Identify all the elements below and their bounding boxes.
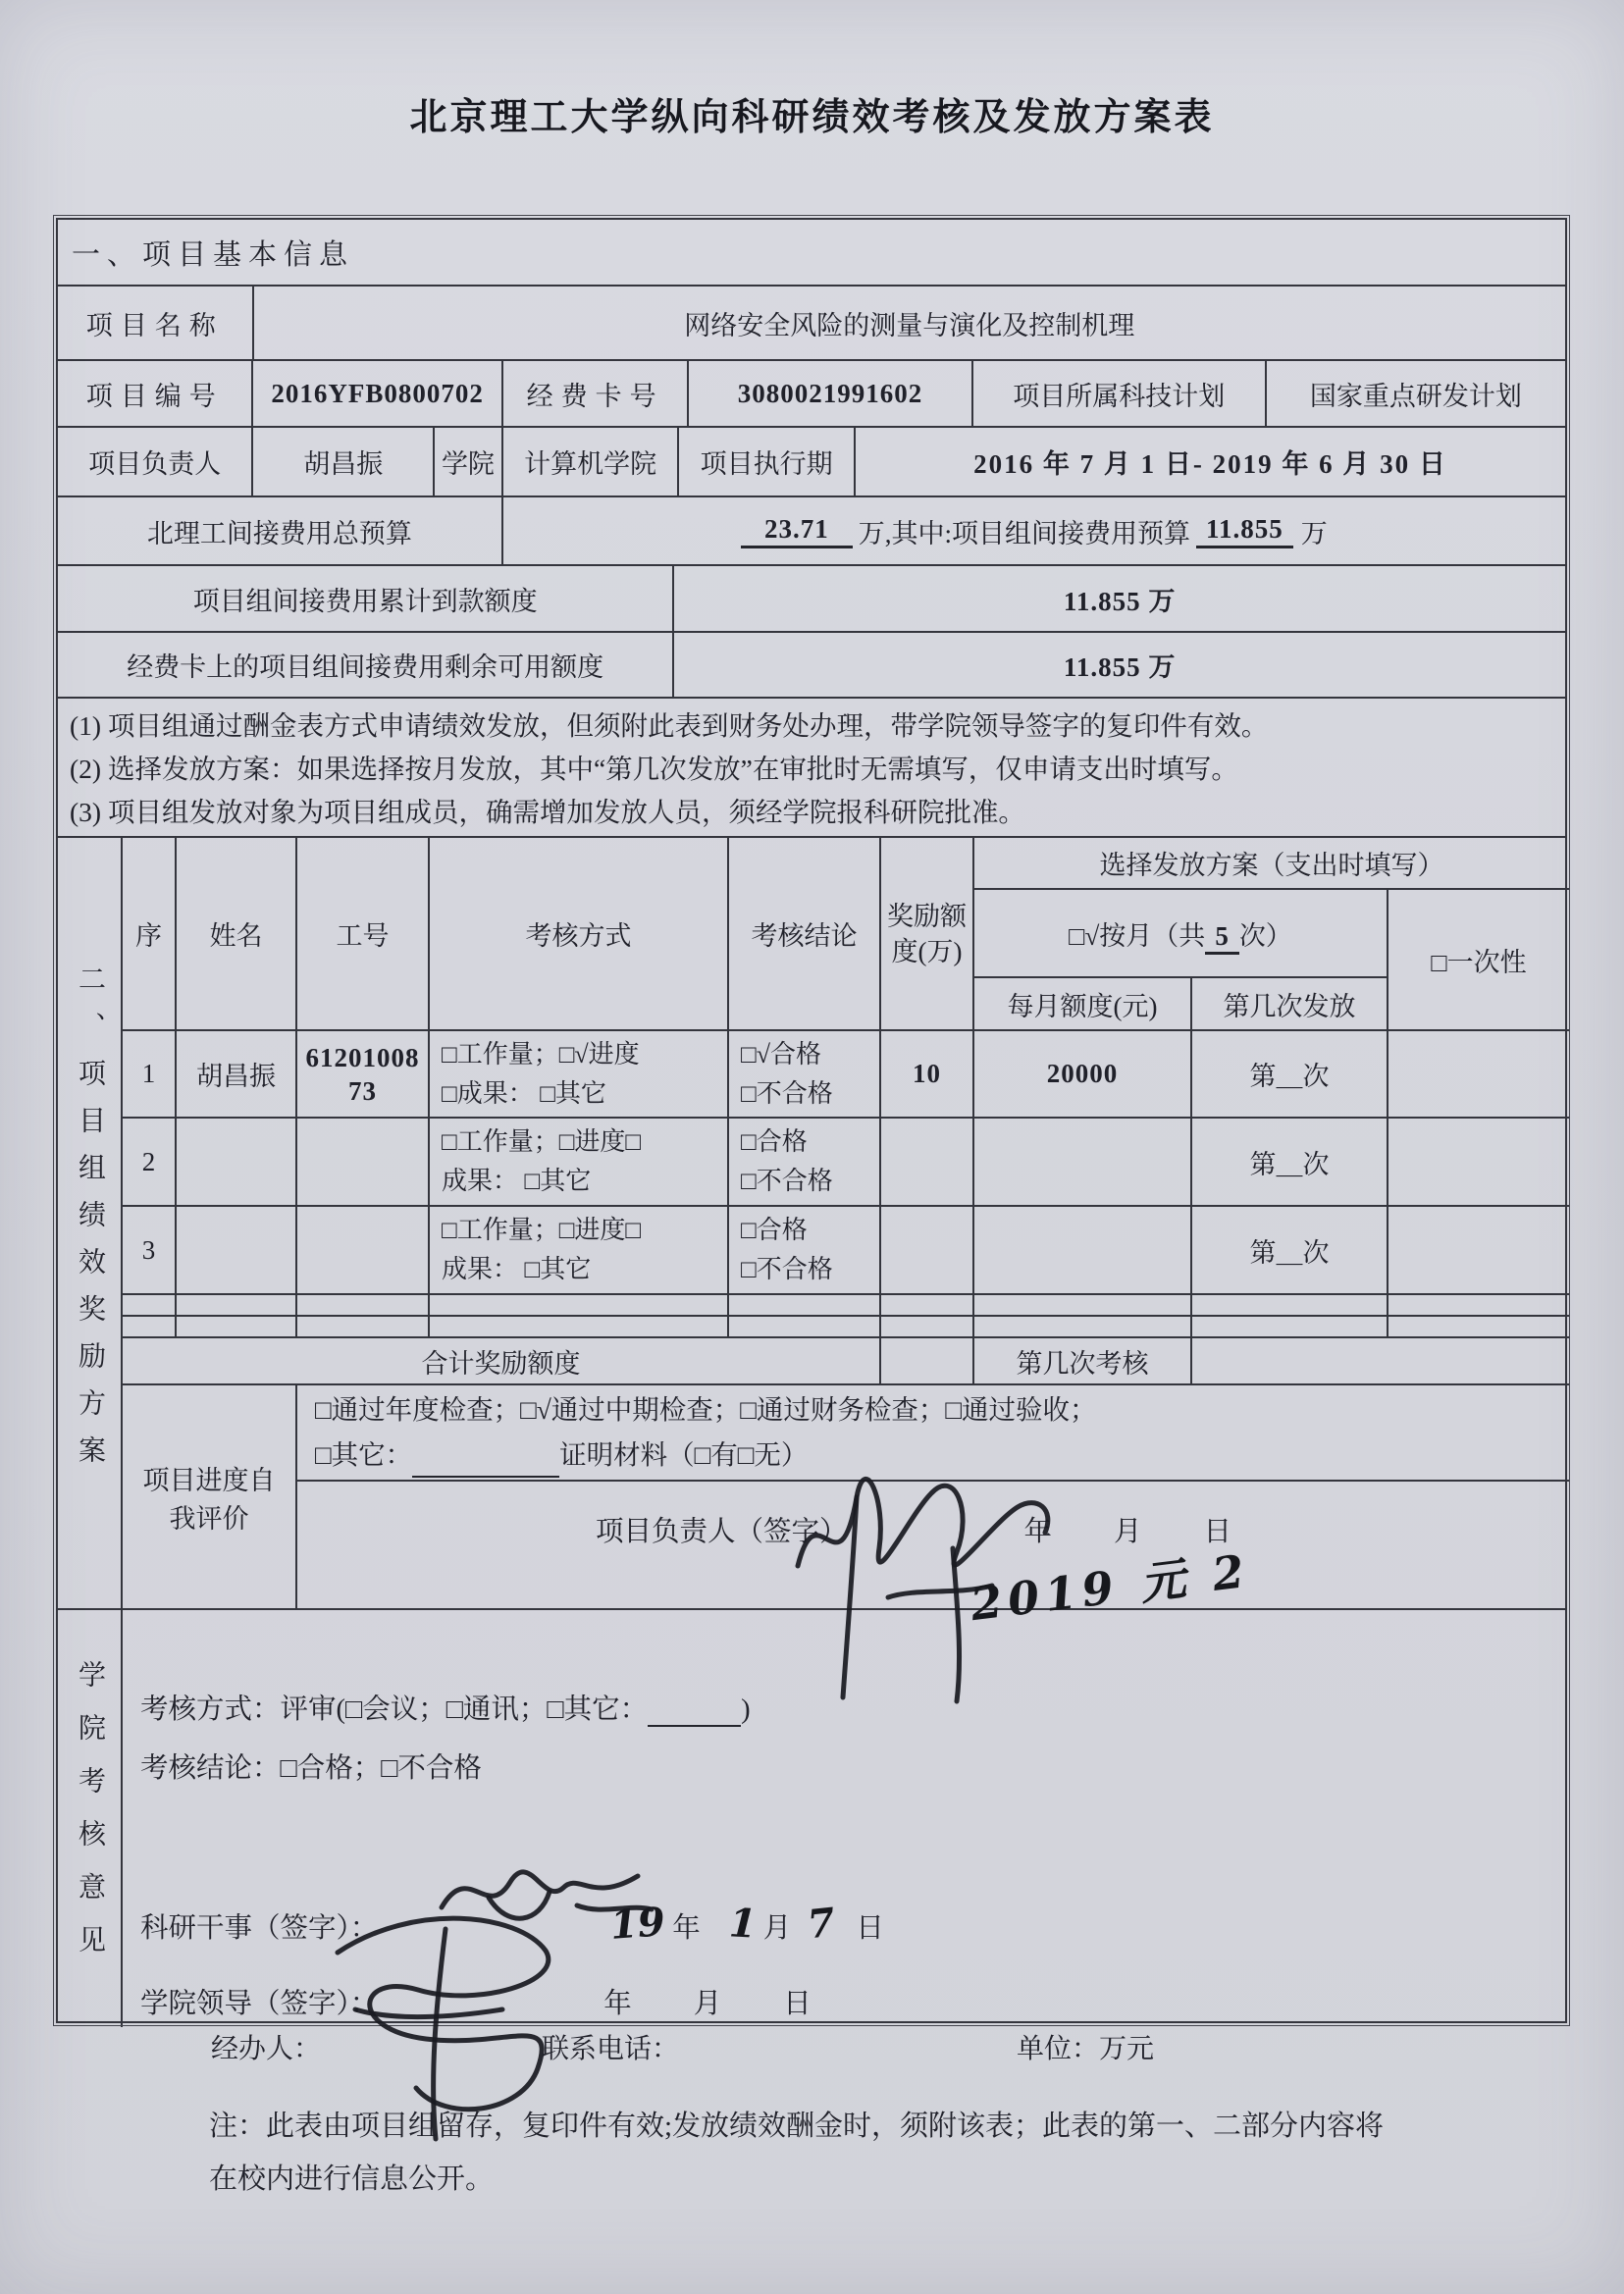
project-name-row — [58, 285, 1565, 359]
row3-once — [1388, 1206, 1569, 1294]
leader-row — [58, 426, 1565, 495]
row1-conclusion — [728, 1030, 880, 1118]
unit-label: 单位：万元 — [1017, 2034, 1155, 2064]
leader-sign-date: 年 月 日 — [1023, 1517, 1234, 1547]
leader-sign-label: 项目负责人（签字） — [596, 1517, 848, 1547]
row1-seq: 1 — [122, 1030, 176, 1118]
row3-monthly — [973, 1206, 1191, 1294]
monthly-option-cell — [973, 889, 1388, 977]
col-header-method: 考核方式 — [429, 838, 728, 1030]
college-leader-date: 年 月 日 — [603, 1989, 813, 2019]
member-row-3 — [58, 1206, 1569, 1294]
period-value: 2016 年 7 月 1 日- 2019 年 6 月 30 日 — [854, 428, 1565, 495]
which-assess-value — [1191, 1337, 1569, 1384]
row2-id — [296, 1118, 429, 1206]
col-header-id: 工号 — [296, 838, 429, 1030]
row3-method-line1: □工作量；□进度□ — [442, 1216, 642, 1244]
row1-method-line2: □成果： □其它 — [442, 1078, 606, 1108]
empty-row-a — [58, 1294, 1569, 1316]
budget-total-value: 23.71 — [741, 514, 853, 548]
received-label: 项目组间接费用累计到款额度 — [192, 586, 538, 616]
secretary-month-label: 月 — [762, 1913, 792, 1944]
notes-block — [58, 697, 1565, 836]
row3-which: 第＿次 — [1191, 1206, 1388, 1294]
row1-name: 胡昌振 — [176, 1030, 296, 1118]
row2-monthly — [973, 1118, 1191, 1206]
budget-value-line — [501, 497, 1565, 564]
col-header-seq: 序 — [122, 838, 176, 1030]
self-eval-label: 项目进度自我评价 — [122, 1384, 296, 1608]
total-label: 合计奖励额度 — [122, 1337, 880, 1384]
section3-body — [123, 1610, 1565, 2027]
col-header-amount: 奖励额度(万) — [880, 838, 973, 1030]
assess-method-text: 考核方式：评审(□会议；□通讯；□其它： — [140, 1694, 649, 1725]
row1-method — [429, 1030, 728, 1118]
project-no-label: 项目编号 — [85, 381, 224, 411]
row3-amount — [880, 1206, 973, 1294]
program-value: 国家重点研发计划 — [1265, 361, 1565, 426]
project-no-value: 2016YFB0800702 — [251, 361, 500, 426]
row2-method-line1: □工作量；□进度□ — [442, 1127, 642, 1156]
secretary-year-label: 年 — [672, 1913, 701, 1944]
row2-method-line2: 成果： □其它 — [442, 1167, 592, 1195]
row1-which: 第＿次 — [1191, 1030, 1388, 1118]
row2-method — [429, 1118, 728, 1206]
section3-side-label: 学院考核意见 — [75, 1659, 105, 1978]
secretary-sign-line — [140, 1901, 884, 1947]
received-value: 11.855 万 — [672, 566, 1565, 631]
note-line-2: (2) 选择发放方案：如果选择按月发放，其中“第几次发放”在审批时无需填写，仅申请支出时填写。 — [70, 754, 1238, 784]
member-row-2 — [58, 1118, 1569, 1206]
leader-sign-line — [301, 1509, 1565, 1549]
operator-label: 经办人： — [211, 2034, 322, 2064]
col-header-conclusion: 考核结论 — [728, 838, 880, 1030]
col-header-name: 姓名 — [176, 838, 296, 1030]
period-label: 项目执行期 — [677, 428, 854, 495]
row2-which: 第＿次 — [1191, 1118, 1388, 1206]
self-eval-other-label: □其它： — [315, 1439, 413, 1470]
row1-conclusion-line2: □不合格 — [741, 1078, 833, 1108]
self-eval-row — [58, 1384, 1569, 1481]
row2-name — [176, 1118, 296, 1206]
leader-label: 项目负责人 — [88, 449, 222, 479]
self-eval-line2 — [301, 1433, 1565, 1478]
row3-seq: 3 — [122, 1206, 176, 1294]
row2-seq: 2 — [122, 1118, 176, 1206]
fund-card-label: 经费卡号 — [501, 361, 688, 426]
project-no-row — [58, 359, 1565, 426]
leader-value: 胡昌振 — [251, 428, 433, 495]
assess-method-close: ) — [741, 1694, 751, 1725]
row3-conclusion-line1: □合格 — [741, 1216, 808, 1244]
section3-side-cell — [58, 1610, 123, 2027]
row3-id — [296, 1206, 429, 1294]
plan-header: 选择发放方案（支出时填写） — [973, 838, 1569, 889]
handwritten-date-project-leader: 2019 元 2 — [968, 1543, 1253, 1632]
total-value — [880, 1337, 973, 1384]
secretary-day-hand: 7 — [806, 1899, 838, 1949]
remaining-row — [58, 631, 1565, 697]
note-line-3: (3) 项目组发放对象为项目组成员，确需增加发放人员，须经学院报科研院批准。 — [70, 797, 1025, 827]
self-eval-other-blank — [412, 1448, 559, 1478]
secretary-sign-label: 科研干事（签字）： — [140, 1913, 379, 1944]
row1-once — [1388, 1030, 1569, 1118]
note-line-1: (1) 项目组通过酬金表方式申请绩效发放，但须附此表到财务处办理，带学院领导签字的复印件有效。 — [70, 710, 1269, 741]
monthly-times-value: 5 — [1205, 921, 1239, 955]
remaining-value: 11.855 万 — [672, 633, 1565, 697]
program-label: 项目所属科技计划 — [971, 361, 1265, 426]
budget-group-value: 11.855 — [1196, 514, 1293, 548]
section1-header: 一、项目基本信息 — [72, 238, 355, 271]
budget-row — [58, 495, 1565, 564]
row2-conclusion-line1: □合格 — [741, 1127, 808, 1156]
secretary-month-hand: 1 — [727, 1900, 758, 1948]
row3-conclusion — [728, 1206, 880, 1294]
college-leader-sign-label: 学院领导（签字）： — [140, 1989, 379, 2019]
total-row — [58, 1337, 1569, 1384]
row2-conclusion — [728, 1118, 880, 1206]
form-table — [56, 218, 1567, 2023]
row1-id: 6120100873 — [296, 1030, 429, 1118]
once-option-cell: □一次性 — [1388, 889, 1569, 1030]
assess-method-line — [140, 1687, 751, 1727]
project-name-value: 网络安全风险的测量与演化及控制机理 — [252, 287, 1565, 359]
leader-sign-cell — [296, 1481, 1569, 1608]
section1-header-row — [58, 220, 1565, 285]
project-name-label: 项目名称 — [85, 310, 224, 340]
monthly-amount-header: 每月额度(元) — [973, 977, 1191, 1030]
section3 — [58, 1608, 1565, 2027]
row2-conclusion-line2: □不合格 — [741, 1167, 833, 1195]
self-eval-content — [296, 1384, 1569, 1481]
college-leader-sign-line — [140, 1981, 813, 2021]
row3-method-line2: 成果： □其它 — [442, 1255, 592, 1283]
budget-unit: 万 — [1300, 518, 1328, 548]
which-time-header: 第几次发放 — [1191, 977, 1388, 1030]
monthly-option-prefix: □√按月（共 — [1069, 920, 1206, 951]
member-row-1 — [58, 1030, 1569, 1118]
phone-label: 联系电话： — [542, 2034, 680, 2064]
row1-conclusion-line1: □√合格 — [741, 1039, 821, 1069]
fund-card-value: 3080021991602 — [687, 361, 970, 426]
row3-name — [176, 1206, 296, 1294]
row1-method-line1: □工作量；□√进度 — [442, 1039, 640, 1069]
row2-once — [1388, 1118, 1569, 1206]
secretary-day-label: 日 — [856, 1913, 884, 1944]
row1-monthly: 20000 — [973, 1030, 1191, 1118]
budget-mid-text: 万,其中:项目组间接费用预算 — [858, 518, 1191, 548]
bottom-note: 注：此表由项目组留存，复印件有效;发放绩效酬金时，须附该表；此表的第一、二部分内容将在校内进行信息公开。 — [209, 2111, 1385, 2195]
self-eval-line1: □通过年度检查；□√通过中期检查；□通过财务检查；□通过验收； — [315, 1394, 1097, 1425]
assess-conclusion-line: 考核结论：□合格；□不合格 — [140, 1753, 482, 1784]
row2-amount — [880, 1118, 973, 1206]
page-title: 北京理工大学纵向科研绩效考核及发放方案表 — [409, 97, 1215, 138]
secretary-year-hand: 19 — [608, 1899, 667, 1949]
remaining-label: 经费卡上的项目组间接费用剩余可用额度 — [127, 652, 604, 682]
monthly-option-suffix: 次） — [1238, 920, 1292, 951]
row1-amount: 10 — [880, 1030, 973, 1118]
section2-table — [58, 838, 1569, 1608]
section2-table-wrap — [58, 836, 1565, 1608]
section2-side-label: 二、项目组绩效奖励方案 — [75, 964, 105, 1483]
row3-method — [429, 1206, 728, 1294]
which-assess-label: 第几次考核 — [973, 1337, 1191, 1384]
received-row — [58, 564, 1565, 631]
row3-conclusion-line2: □不合格 — [741, 1255, 833, 1283]
college-value: 计算机学院 — [501, 428, 678, 495]
section2-side-label-cell — [58, 838, 122, 1608]
self-eval-proof-label: 证明材料（□有□无） — [559, 1439, 809, 1470]
assess-method-blank — [648, 1697, 741, 1727]
empty-row-b — [58, 1316, 1569, 1337]
college-label: 学院 — [433, 428, 501, 495]
budget-label: 北理工间接费用总预算 — [146, 518, 412, 548]
